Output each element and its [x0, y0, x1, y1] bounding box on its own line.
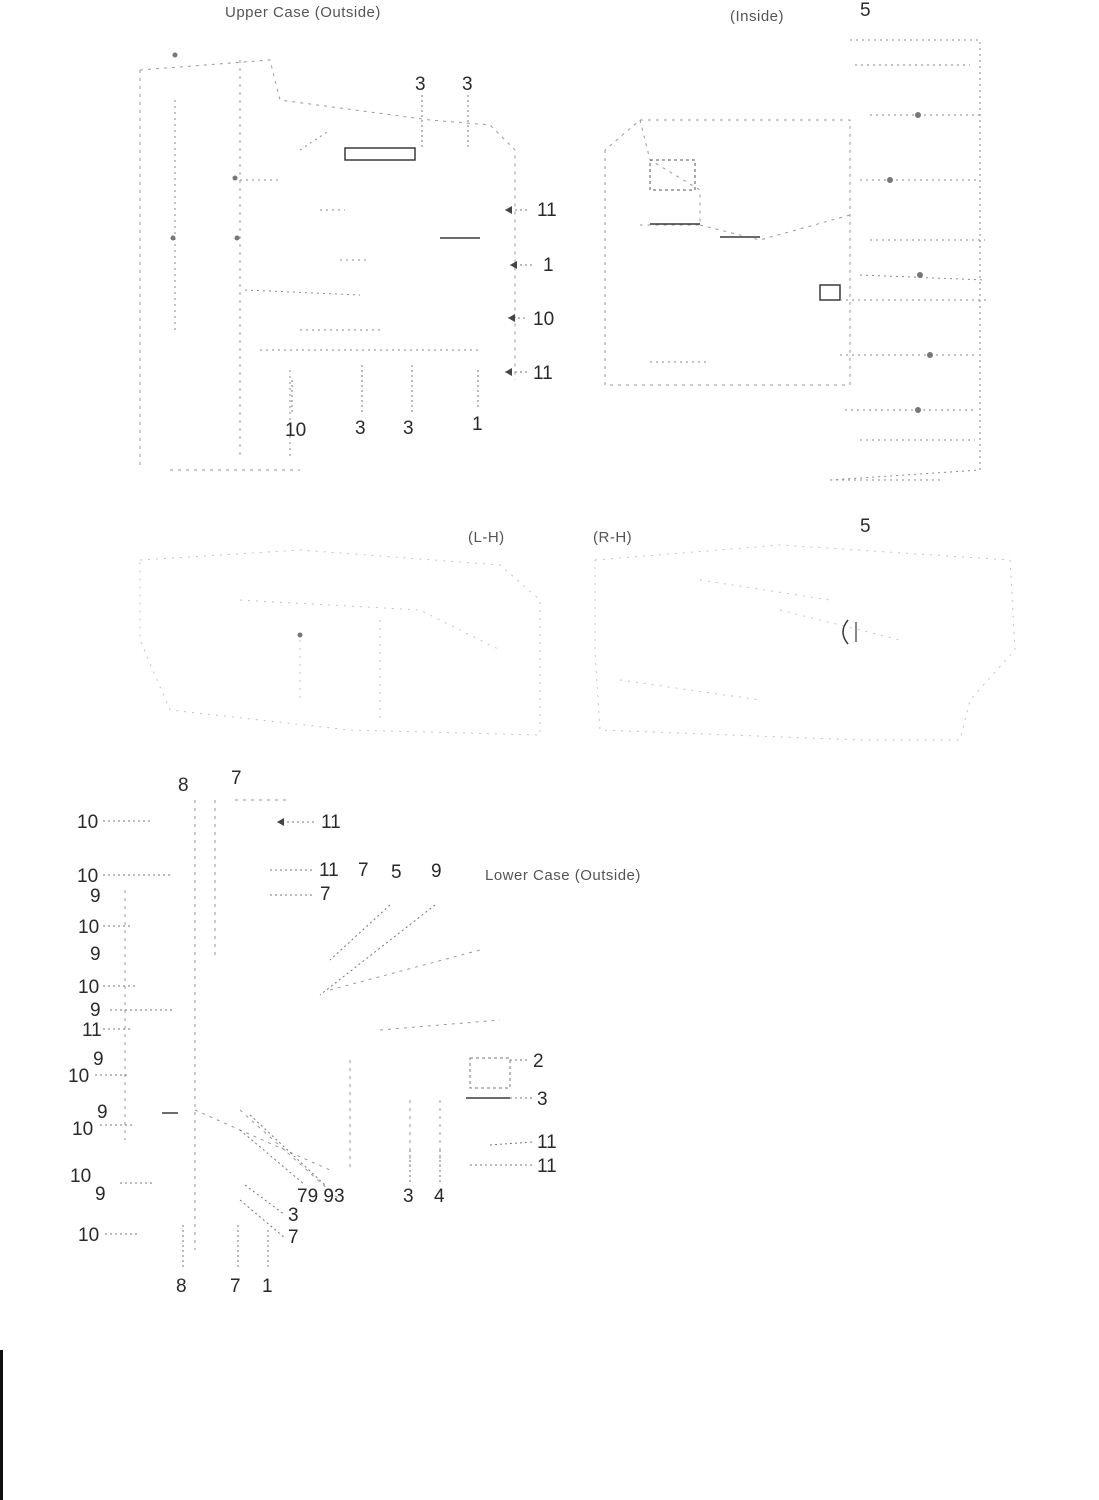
callout: 11: [533, 363, 553, 384]
upper-case-inside-view: [605, 0, 990, 480]
caption-left-hand: (L-H): [468, 529, 505, 546]
callout: 11: [82, 1020, 102, 1041]
callout: 10: [72, 1119, 94, 1140]
callout: 2: [533, 1051, 544, 1072]
callout: 4: [434, 1186, 445, 1207]
callout: 8: [176, 1276, 187, 1297]
callout: 9: [93, 1049, 104, 1070]
callout: 9: [90, 944, 101, 965]
callout: 3: [403, 418, 414, 439]
callout: 9: [431, 861, 442, 882]
callout: 7: [320, 884, 331, 905]
page-edge-mark: [0, 1350, 3, 1500]
callout: 10: [533, 309, 555, 330]
callout: 1: [262, 1276, 273, 1297]
callout: 9: [90, 1000, 101, 1021]
callout: 9: [95, 1184, 106, 1205]
callout: 3: [403, 1186, 414, 1207]
inside-parts-stack: [830, 40, 990, 480]
callout: 10: [78, 917, 100, 938]
caption-inside: (Inside): [730, 8, 785, 25]
callout: 11: [321, 812, 341, 833]
callout: 3: [462, 74, 473, 95]
callout: 10: [70, 1166, 92, 1187]
caption-upper-case-outside: Upper Case (Outside): [225, 4, 381, 21]
callout: 9: [90, 886, 101, 907]
callout: 7: [288, 1227, 299, 1248]
callout: 11: [537, 200, 557, 221]
left-hand-view-outline: [140, 550, 540, 735]
callout: 3: [355, 418, 366, 439]
upper-inner-detail: [175, 100, 480, 460]
callout: 10: [68, 1066, 90, 1087]
upper-button-slot: [345, 148, 415, 160]
caption-right-hand: (R-H): [593, 529, 633, 546]
callout: 8: [178, 775, 189, 796]
upper-outline: [140, 60, 515, 470]
callout: 10: [77, 812, 99, 833]
callout: 3: [288, 1205, 299, 1226]
callout: 3: [537, 1089, 548, 1110]
callout: 5: [860, 0, 871, 21]
inside-component: [820, 285, 840, 300]
callout: 5: [391, 862, 402, 883]
callout: 7: [358, 860, 369, 881]
callout: 7: [231, 768, 242, 789]
callout: 1: [472, 414, 483, 435]
caption-lower-case-outside: Lower Case (Outside): [485, 867, 641, 884]
callout: 9: [97, 1102, 108, 1123]
inside-housing-outline: [605, 120, 850, 385]
lower-case-outside-view: [68, 768, 641, 1297]
callout: 5: [860, 516, 871, 537]
lower-outline: [125, 800, 500, 1250]
callout: 3: [415, 74, 426, 95]
callout: 11: [319, 860, 339, 881]
callout: 11: [537, 1132, 557, 1153]
right-hand-view-outline: [595, 545, 1015, 740]
callout: 10: [285, 420, 307, 441]
middle-side-views: [140, 516, 1015, 740]
callout: 10: [78, 977, 100, 998]
callout: 1: [543, 255, 554, 276]
callout: 11: [537, 1156, 557, 1177]
callout: 7: [230, 1276, 241, 1297]
callout: 10: [77, 866, 99, 887]
callout: 10: [78, 1225, 100, 1246]
callout: 79 93: [297, 1186, 345, 1207]
